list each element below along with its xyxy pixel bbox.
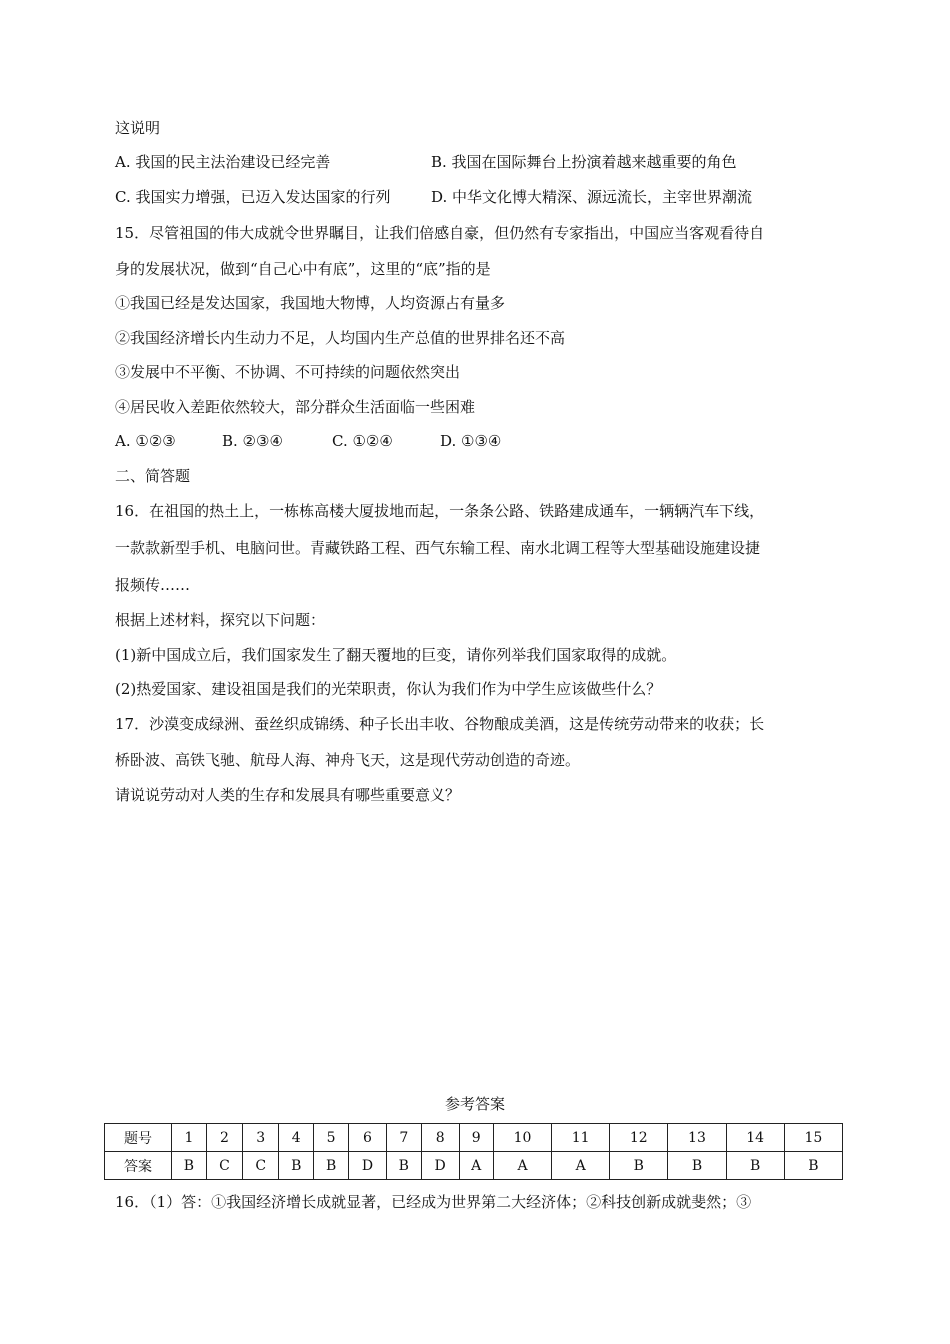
question-number: 10 [493, 1124, 551, 1152]
number-row-label: 题号 [105, 1124, 172, 1152]
question-number: 11 [552, 1124, 610, 1152]
answer-row-label: 答案 [105, 1152, 172, 1180]
answer-cell: B [172, 1152, 207, 1180]
q16-line-2: 一款款新型手机、电脑问世。青藏铁路工程、西气东输工程、南水北调工程等大型基础设施建设捷 [115, 539, 761, 557]
answer-cell: A [552, 1152, 610, 1180]
q15-item-4: ④居民收入差距依然较大，部分群众生活面临一些困难 [115, 398, 476, 416]
question-number: 7 [386, 1124, 421, 1152]
q14-option-a: A. 我国的民主法治建设已经完善 [115, 153, 331, 171]
question-number: 8 [421, 1124, 459, 1152]
q15-option-d: D. ①③④ [440, 432, 502, 450]
q15-item-3: ③发展中不平衡、不协调、不可持续的问题依然突出 [115, 363, 461, 381]
answer-key-title: 参考答案 [444, 1095, 505, 1113]
question-number: 2 [206, 1124, 242, 1152]
q14-tail: 这说明 [115, 119, 161, 137]
question-number: 15 [784, 1124, 842, 1152]
q17-prompt: 请说说劳动对人类的生存和发展具有哪些重要意义？ [115, 786, 461, 804]
q16-prompt: 根据上述材料，探究以下问题： [115, 611, 326, 629]
q16-sub-question-2: (2)热爱国家、建设祖国是我们的光荣职责，你认为我们作为中学生应该做些什么？ [115, 680, 662, 698]
answer-cell: C [206, 1152, 242, 1180]
question-number: 1 [172, 1124, 207, 1152]
answer-key-number-row [105, 1124, 843, 1152]
q14-option-c: C. 我国实力增强，已迈入发达国家的行列 [115, 188, 391, 206]
question-number: 14 [726, 1124, 784, 1152]
q15-option-c: C. ①②④ [332, 432, 393, 450]
answer-cell: C [243, 1152, 279, 1180]
q14-option-d: D. 中华文化博大精深、源远流长，主宰世界潮流 [431, 188, 753, 206]
q16-line-1: 16．在祖国的热土上，一栋栋高楼大厦拔地而起，一条条公路、铁路建成通车，一辆辆汽车下线， [115, 502, 765, 520]
answer-cell: B [386, 1152, 421, 1180]
answer-cell: B [610, 1152, 668, 1180]
q17-line-1: 17．沙漠变成绿洲、蚕丝织成锦绣、种子长出丰收、谷物酿成美酒，这是传统劳动带来的收获；长 [115, 715, 765, 733]
question-number: 6 [349, 1124, 387, 1152]
section-title: 二、简答题 [115, 467, 191, 485]
question-number: 12 [610, 1124, 668, 1152]
question-number: 3 [243, 1124, 279, 1152]
answer-cell: A [493, 1152, 551, 1180]
answer-cell: D [349, 1152, 387, 1180]
answer-cell: B [279, 1152, 314, 1180]
q15-item-1: ①我国已经是发达国家，我国地大物博，人均资源占有量多 [115, 294, 506, 312]
q15-option-a: A. ①②③ [115, 432, 176, 450]
question-number: 4 [279, 1124, 314, 1152]
answer-16-line-1: 16．（1）答：①我国经济增长成就显著，已经成为世界第二大经济体；②科技创新成就斐然；③ [115, 1193, 752, 1211]
answer-key-answer-row [105, 1152, 843, 1180]
q14-option-b: B. 我国在国际舞台上扮演着越来越重要的角色 [431, 153, 737, 171]
q16-line-3: 报频传…… [115, 576, 191, 594]
q15-option-b: B. ②③④ [222, 432, 283, 450]
q15-item-2: ②我国经济增长内生动力不足，人均国内生产总值的世界排名还不高 [115, 329, 566, 347]
q15-line-2: 身的发展状况，做到“自己心中有底”，这里的“底”指的是 [115, 260, 491, 278]
answer-cell: B [668, 1152, 726, 1180]
answer-cell: B [726, 1152, 784, 1180]
q16-sub-question-1: (1)新中国成立后，我们国家发生了翻天覆地的巨变，请你列举我们国家取得的成就。 [115, 646, 677, 664]
q15-line-1: 15．尽管祖国的伟大成就令世界瞩目，让我们倍感自豪，但仍然有专家指出，中国应当客观看待自 [115, 224, 765, 242]
question-number: 5 [314, 1124, 349, 1152]
answer-cell: A [459, 1152, 493, 1180]
question-number: 13 [668, 1124, 726, 1152]
answer-cell: B [314, 1152, 349, 1180]
q17-line-2: 桥卧波、高铁飞驰、航母人海、神舟飞天，这是现代劳动创造的奇迹。 [115, 751, 581, 769]
answer-cell: D [421, 1152, 459, 1180]
answer-key-table [104, 1123, 843, 1180]
question-number: 9 [459, 1124, 493, 1152]
answer-cell: B [784, 1152, 842, 1180]
